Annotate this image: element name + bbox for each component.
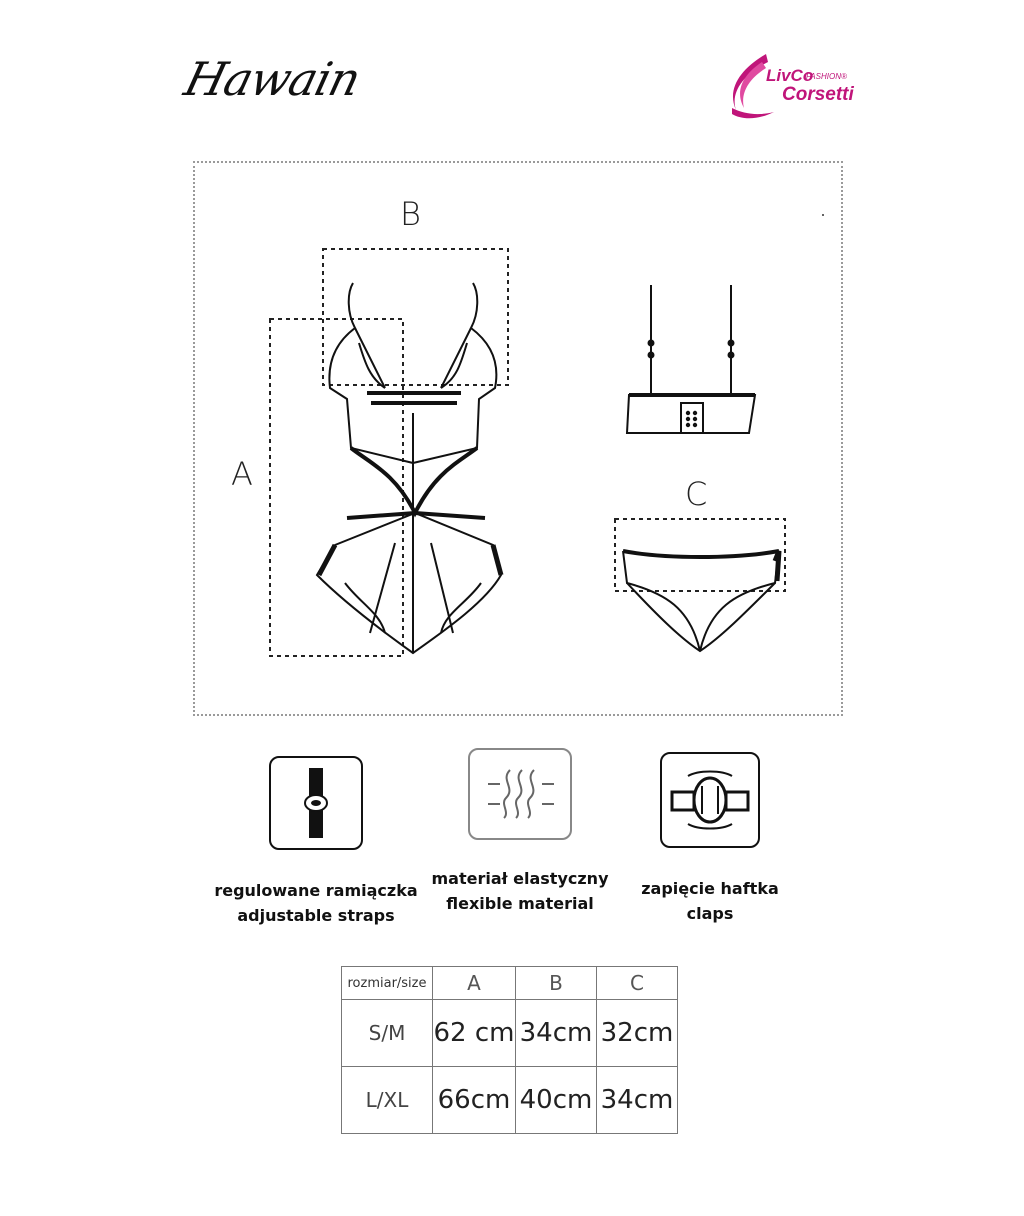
measure-box-a (270, 319, 403, 656)
header-a: A (433, 967, 516, 1000)
table-row (342, 1067, 678, 1134)
label-c: C (685, 475, 708, 513)
cell-a: 66cm (433, 1067, 516, 1134)
feature-claps (600, 752, 820, 926)
feature-3-line-1: zapięcie haftka (641, 879, 779, 898)
adjustable-strap-icon (269, 756, 363, 850)
cell-size: S/M (342, 1000, 433, 1067)
elastic-material-icon (468, 748, 572, 840)
table-row (342, 1000, 678, 1067)
garment-diagram (193, 161, 843, 716)
size-table-header (342, 967, 678, 1000)
brand-logo (722, 48, 892, 126)
feature-1-line-1: regulowane ramiączka (214, 881, 418, 900)
feature-adjustable-straps (206, 756, 426, 928)
logo-line2: Corsetti (782, 84, 854, 105)
header-b: B (516, 967, 597, 1000)
size-table (341, 966, 678, 1134)
panty-drawing (623, 551, 779, 651)
product-title: Hawain (179, 52, 366, 106)
header-c: C (597, 967, 678, 1000)
header-size: rozmiar/size (342, 967, 433, 1000)
garment-drawing (195, 163, 845, 718)
logo-fashion: FASHION® (806, 72, 847, 81)
logo-line1: LivCo (766, 66, 814, 85)
feature-2-line-2: flexible material (446, 894, 594, 913)
cell-b: 34cm (516, 1000, 597, 1067)
label-a: A (231, 455, 253, 493)
bodysuit-drawing (317, 283, 501, 653)
feature-1-line-2: adjustable straps (237, 906, 395, 925)
feature-flexible-material (410, 748, 630, 916)
cell-c: 32cm (597, 1000, 678, 1067)
cell-b: 40cm (516, 1067, 597, 1134)
bra-drawing (627, 285, 755, 433)
cell-a: 62 cm (433, 1000, 516, 1067)
feature-3-line-2: claps (686, 904, 734, 923)
cell-size: L/XL (342, 1067, 433, 1134)
brand-swirl-icon (722, 48, 782, 126)
hook-clasp-icon (660, 752, 760, 848)
label-b: B (400, 195, 421, 233)
feature-2-line-1: materiał elastyczny (431, 869, 609, 888)
cell-c: 34cm (597, 1067, 678, 1134)
